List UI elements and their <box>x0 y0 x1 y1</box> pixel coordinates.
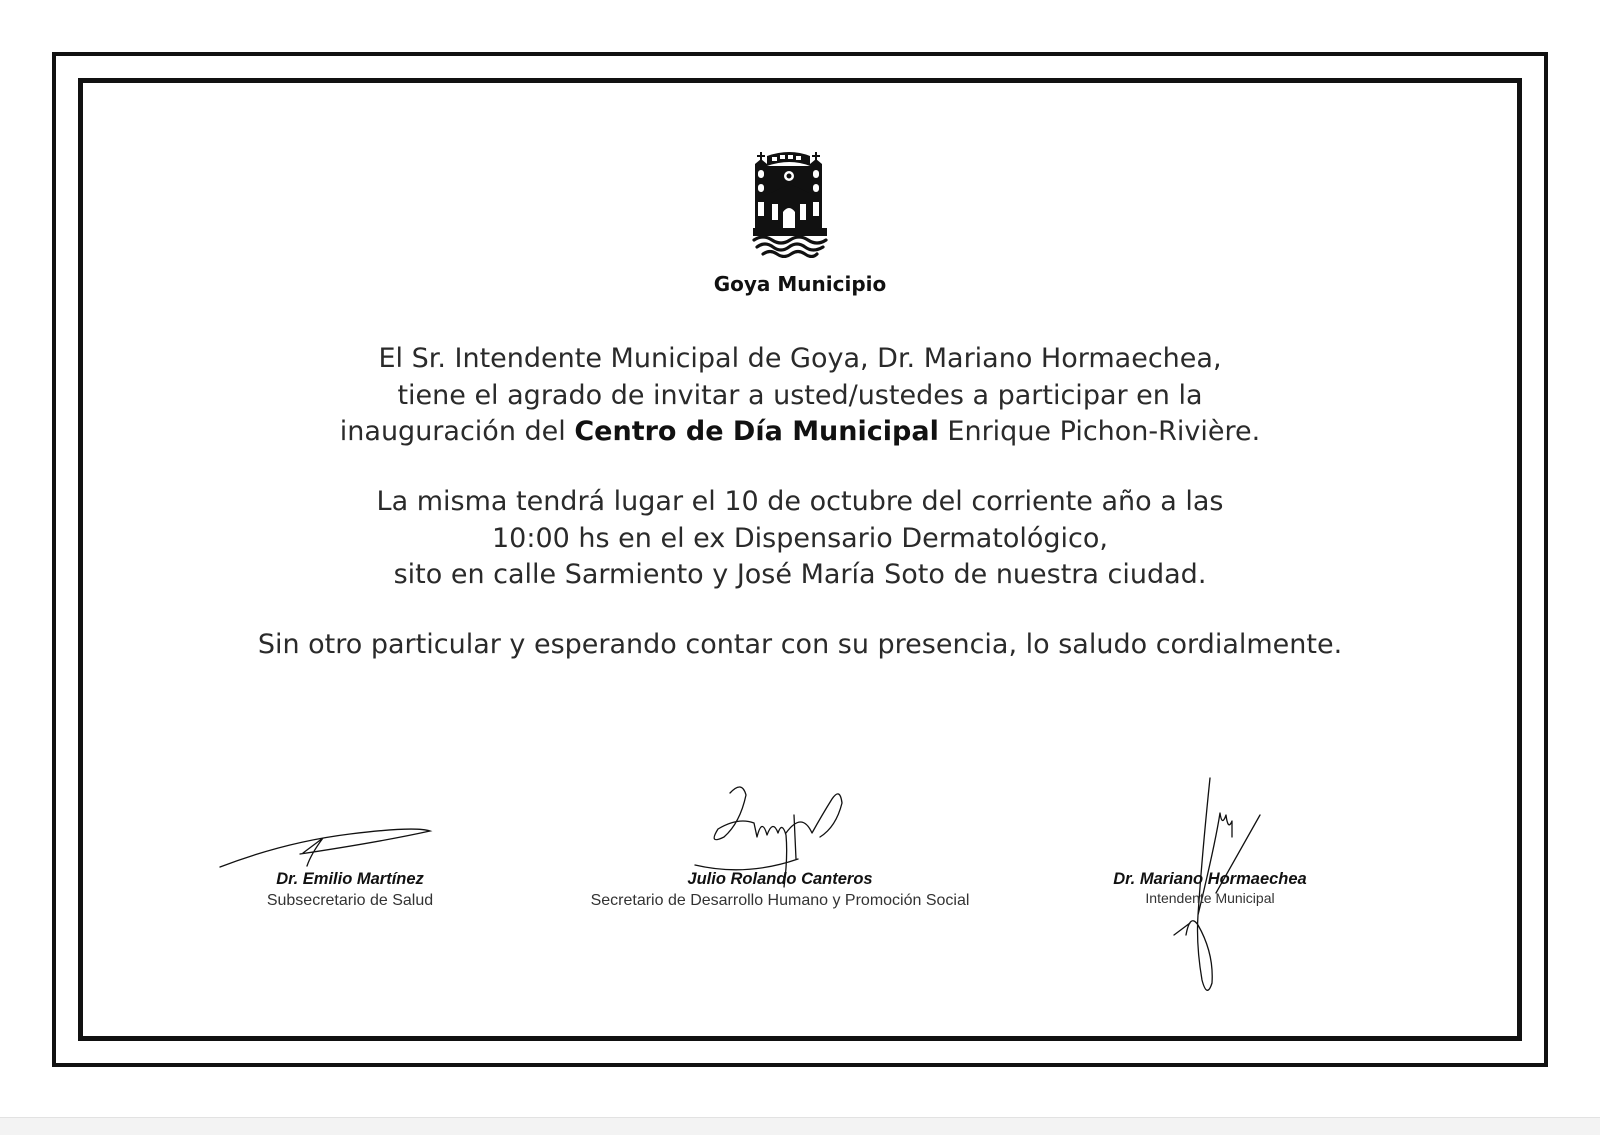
text-fragment: Enrique Pichon-Rivière. <box>938 416 1261 447</box>
page-footer-strip <box>0 1117 1600 1135</box>
signature-block-martinez <box>210 870 490 910</box>
signatory-name: Dr. Mariano Hormaechea <box>1113 870 1307 888</box>
signature-scrawl-martinez <box>215 820 440 875</box>
center-name-emphasis: Centro de Día Municipal <box>574 416 939 447</box>
signatory-name: Julio Rolando Canteros <box>687 870 873 888</box>
invitation-line: La misma tendrá lugar el 10 de octubre del corriente año a las <box>376 486 1224 517</box>
signature-block-canteros <box>560 870 1000 910</box>
invitation-line <box>150 414 1450 451</box>
invitation-paragraph-3 <box>150 627 1450 664</box>
invitation-line: El Sr. Intendente Municipal de Goya, Dr. Mariano Hormaechea, <box>378 343 1222 374</box>
signatory-name: Dr. Emilio Martínez <box>276 870 424 888</box>
invitation-line: Sin otro particular y esperando contar con su presencia, lo saludo cordialmente. <box>257 629 1343 660</box>
organization-name: Goya Municipio <box>713 272 887 296</box>
signature-block-hormaechea <box>1090 870 1330 906</box>
invitation-paragraph-1 <box>150 341 1450 451</box>
signatory-role: Intendente Municipal <box>1145 890 1275 906</box>
invitation-line: 10:00 hs en el ex Dispensario Dermatológico, <box>492 522 1108 554</box>
text-fragment: inauguración del <box>339 416 575 447</box>
signatory-role: Secretario de Desarrollo Humano y Promoción Social <box>590 892 970 909</box>
invitation-line: tiene el agrado de invitar a usted/ustedes a participar en la <box>397 379 1203 411</box>
invitation-paragraph-2 <box>150 484 1450 594</box>
church-crest-icon <box>752 150 828 258</box>
signatory-role: Subsecretario de Salud <box>266 892 434 909</box>
invitation-line: sito en calle Sarmiento y José María Soto de nuestra ciudad. <box>393 559 1207 590</box>
